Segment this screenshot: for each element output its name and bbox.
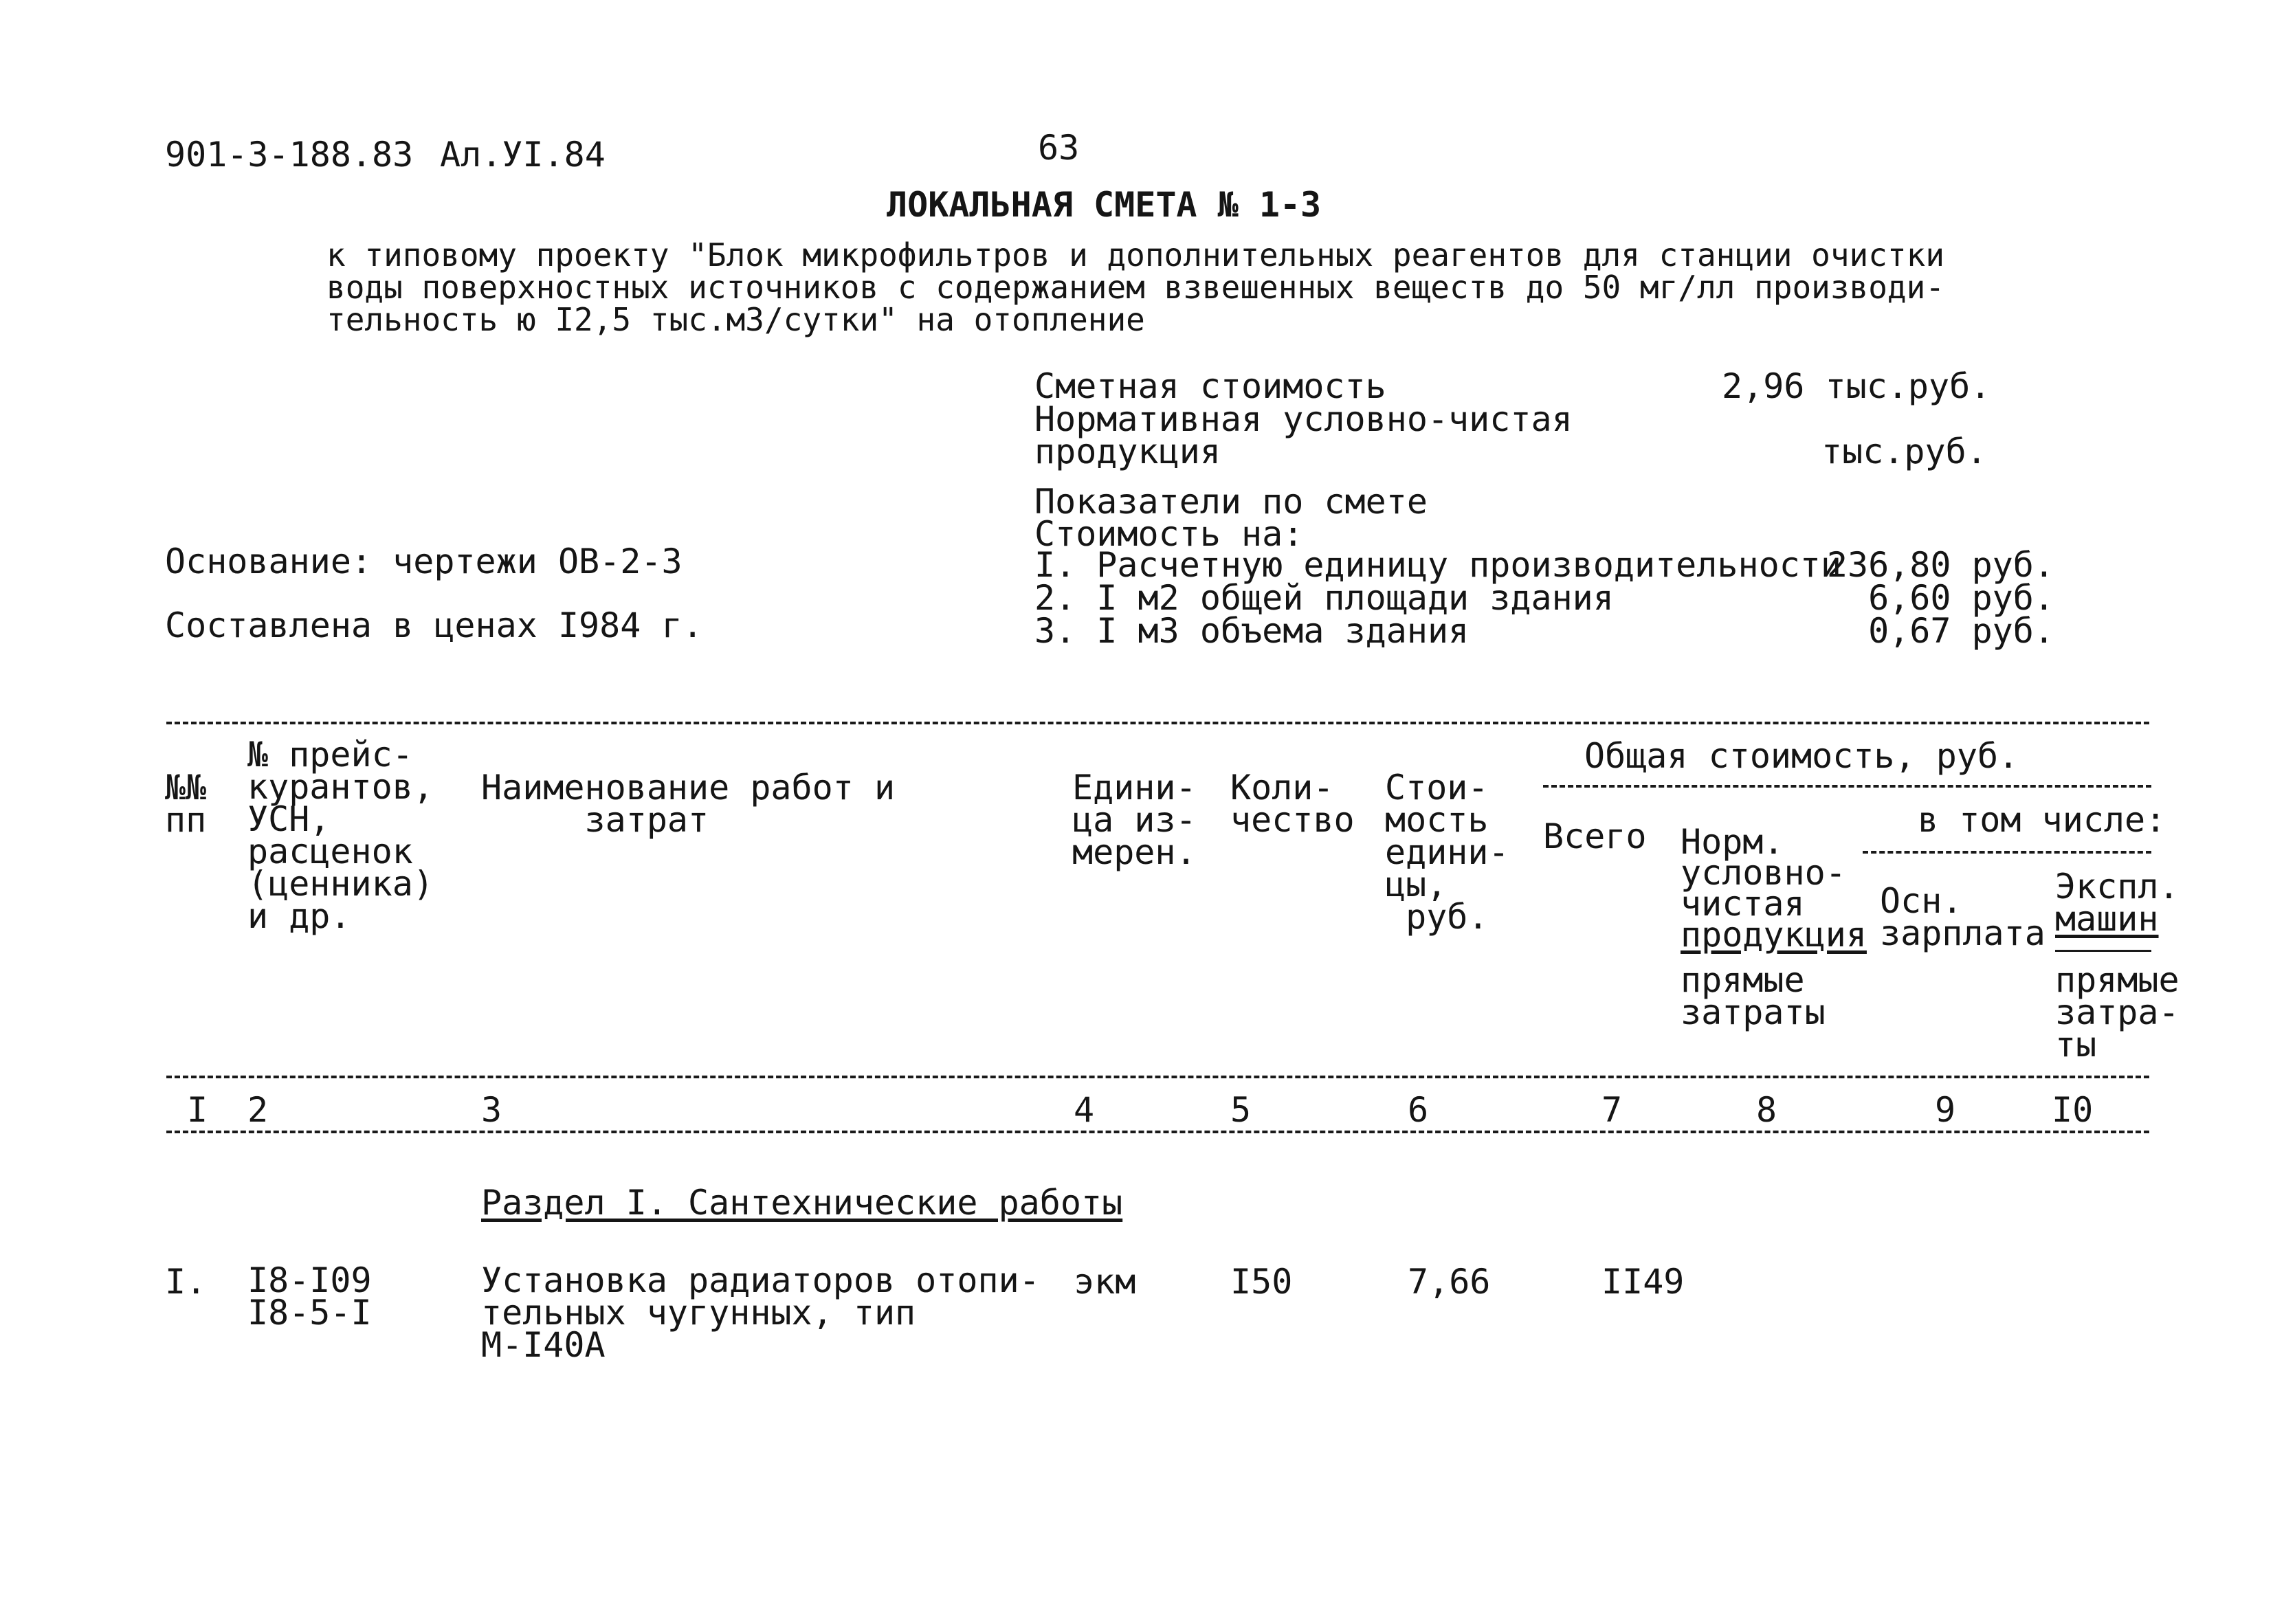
document-code: 901-3-188.83 [165, 135, 414, 175]
row-unit: экм [1074, 1262, 1136, 1302]
col-header-quantity: Коли- чество [1230, 768, 1355, 840]
col-header-norm-3: чистая [1681, 884, 1805, 924]
col-header-direct-costs: прямые затраты [1681, 960, 1826, 1032]
including-rule [1863, 851, 2151, 854]
col-header-number: №№ пп [165, 768, 207, 840]
indicator-label-3: 3. I м3 объема здания [1034, 611, 1470, 651]
normative-value: тыс.руб. [1821, 432, 1987, 471]
subtitle-line-1: к типовому проекту "Блок микрофильтров и дополнительных реагентов для станции очистки [326, 236, 1945, 274]
col-header-exploitation: Экспл. [2055, 867, 2180, 906]
total-cost-rule [1543, 785, 2151, 788]
col-header-machines: машин [2055, 899, 2159, 939]
indicator-value-2: 6,60 руб. [1868, 578, 2054, 618]
indicator-label-1: I. Расчетную единицу производительности [1034, 545, 1841, 585]
col-number-9: 9 [1935, 1090, 1956, 1130]
indicator-label-2: 2. I м2 общей площади здания [1034, 578, 1614, 618]
col-header-including: в том числе: [1918, 800, 2166, 840]
basis-text: Основание: чертежи ОВ-2-3 [165, 542, 683, 581]
indicator-value-1: 236,80 руб. [1826, 545, 2054, 585]
row-number: I. [165, 1262, 207, 1302]
indicators-title: Показатели по смете [1034, 482, 1428, 522]
col-header-norm-2: условно- [1681, 853, 1846, 893]
col-header-norm-product: продукция [1681, 915, 1867, 955]
subtitle-line-3: тельность ю I2,5 тыс.м3/сутки" на отопление [326, 301, 1145, 338]
col-header-price-code: № прейс- курантов, УСН, расценок (ценника) и др. [247, 735, 434, 936]
col-number-6: 6 [1408, 1090, 1429, 1130]
col-number-10: I0 [2052, 1090, 2094, 1130]
col-header-direct-costs-2: прямые затра- ты [2055, 960, 2180, 1065]
col-number-3: 3 [481, 1090, 502, 1130]
cost-on-label: Стоимость на: [1034, 514, 1304, 554]
col-number-7: 7 [1601, 1090, 1623, 1130]
row-total: II49 [1601, 1262, 1685, 1302]
document-title: ЛОКАЛЬНАЯ СМЕТА № 1-3 [887, 185, 1322, 225]
album-code: Ал.УI.84 [440, 135, 606, 175]
col-header-total-cost: Общая стоимость, руб. [1584, 736, 2019, 776]
col-header-norm-1: Норм. [1681, 822, 1784, 862]
col-header-unit: Едини- ца из- мерен. [1072, 768, 1197, 872]
normative-label-line1: Нормативная условно-чистая [1034, 399, 1573, 439]
col-number-8: 8 [1756, 1090, 1777, 1130]
col-header-work-name: Наименование работ и затрат [481, 768, 896, 840]
col-number-5: 5 [1230, 1090, 1252, 1130]
prices-text: Составлена в ценах I984 г. [165, 605, 703, 645]
col-header-total: Всего [1543, 816, 1647, 856]
col-number-1: I [187, 1090, 208, 1130]
row-price-code: I8-I09 I8-5-I [247, 1260, 372, 1333]
table-header-rule [166, 1076, 2149, 1078]
subtitle-line-2: воды поверхностных источников с содержанием взвешенных веществ до 50 мг/лл производи- [326, 269, 1945, 306]
row-unit-cost: 7,66 [1408, 1262, 1491, 1302]
indicator-value-3: 0,67 руб. [1868, 611, 2054, 651]
col-header-unit-cost: Стои- мость едини- цы, руб. [1385, 768, 1509, 937]
section-title: Раздел I. Сантехнические работы [481, 1183, 1123, 1223]
machines-rule [2055, 950, 2151, 952]
estimated-cost-label: Сметная стоимость [1034, 366, 1386, 406]
column-number-rule [166, 1131, 2149, 1133]
page-number: 63 [1038, 128, 1080, 168]
col-number-4: 4 [1074, 1090, 1095, 1130]
row-quantity: I50 [1230, 1262, 1293, 1302]
col-header-base-salary: Осн. зарплата [1880, 881, 2045, 953]
normative-label-line2: продукция [1034, 432, 1221, 471]
estimated-cost-value: 2,96 тыс.руб. [1722, 366, 1991, 406]
row-work-name: Установка радиаторов отопи- тельных чугунных, тип М-I40А [481, 1260, 1040, 1365]
table-top-rule [166, 722, 2149, 724]
col-number-2: 2 [247, 1090, 269, 1130]
